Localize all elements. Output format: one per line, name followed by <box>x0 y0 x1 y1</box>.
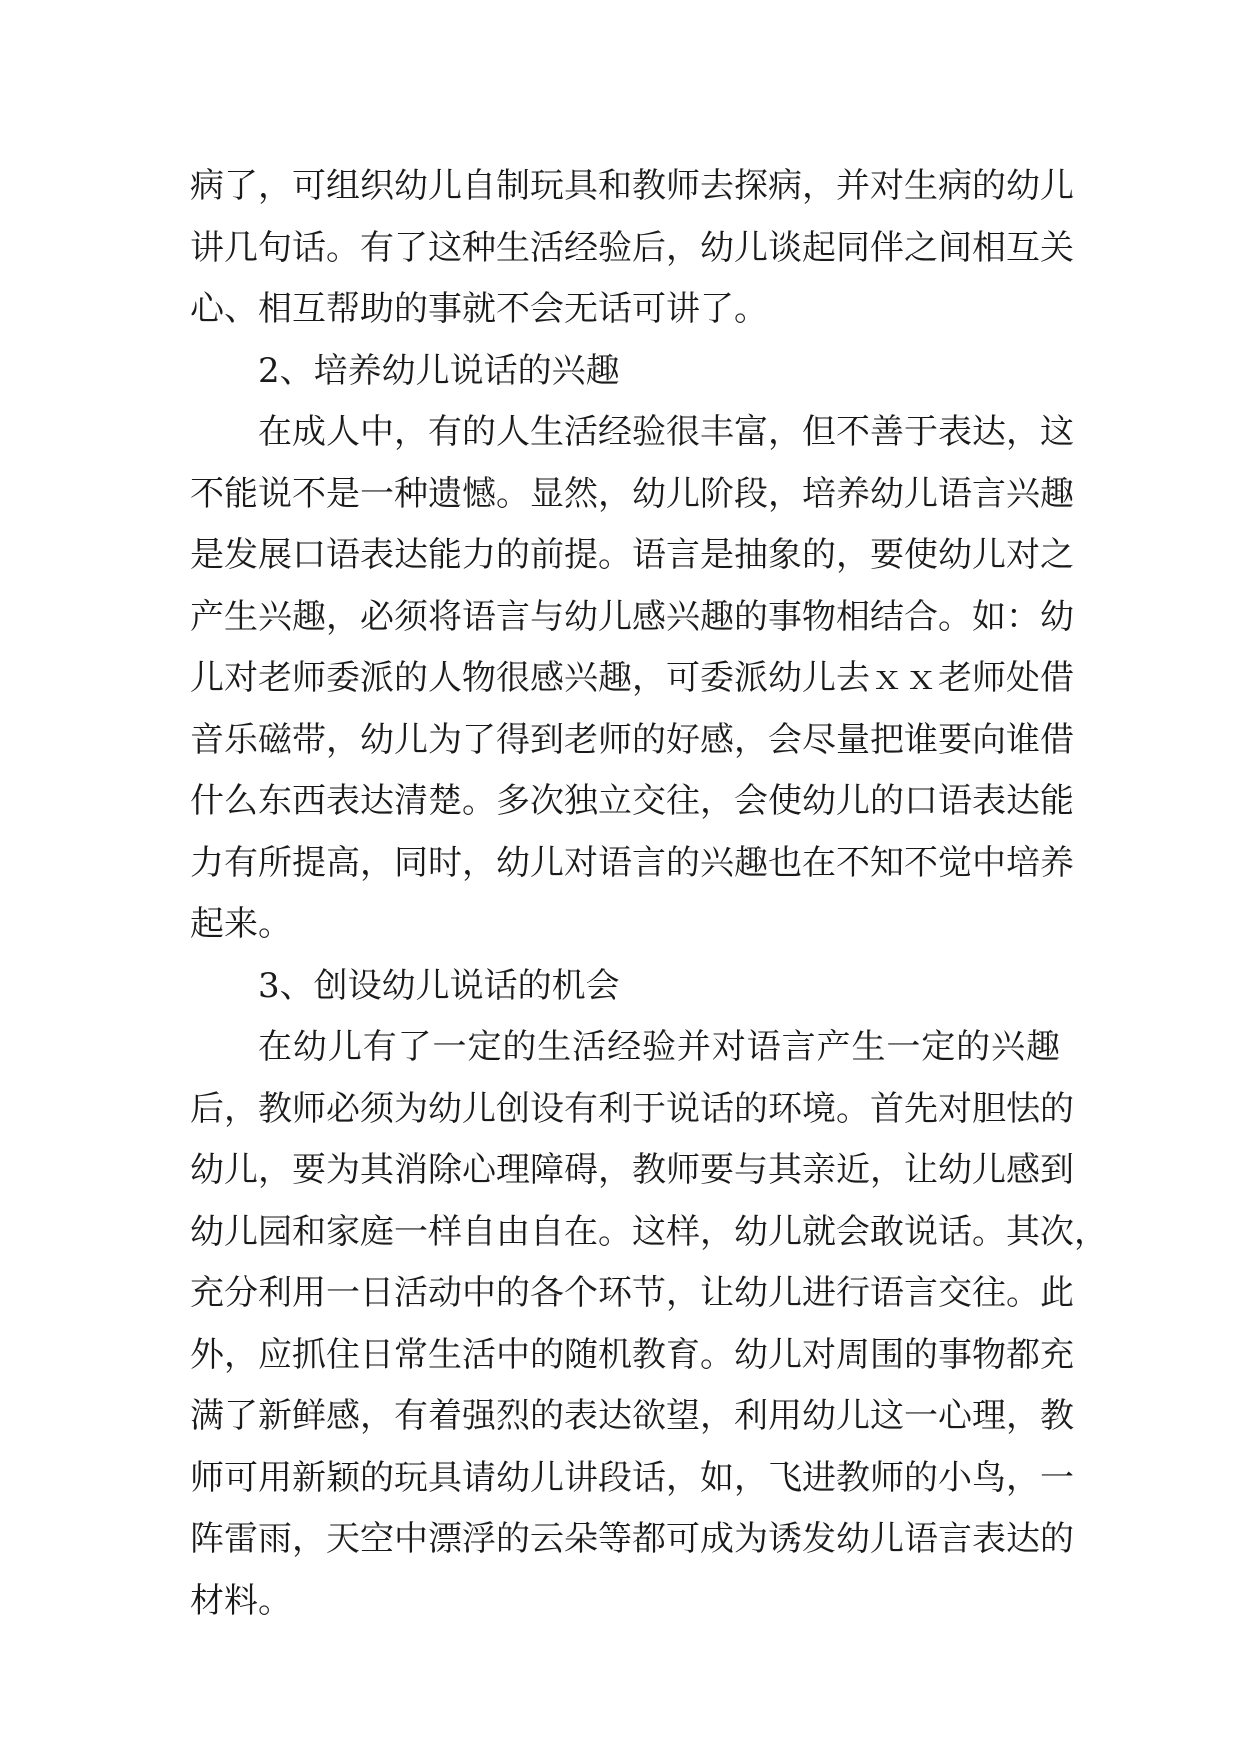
text-line: 不能说不是一种遗憾。显然，幼儿阶段，培养幼儿语言兴趣 <box>190 473 1074 514</box>
text-line: 产生兴趣，必须将语言与幼儿感兴趣的事物相结合。如：幼 <box>190 596 1074 637</box>
text-line: 心、相互帮助的事就不会无话可讲了。 <box>190 289 768 329</box>
document-body <box>190 156 1108 1632</box>
section-heading: 3、创设幼儿说话的机会 <box>258 965 620 1006</box>
text-line: 力有所提高，同时，幼儿对语言的兴趣也在不知不觉中培养 <box>190 842 1074 883</box>
text-line: 病了，可组织幼儿自制玩具和教师去探病，并对生病的幼儿 <box>190 166 1074 206</box>
text-line: 后，教师必须为幼儿创设有利于说话的环境。首先对胆怯的 <box>190 1088 1074 1129</box>
text-line: 音乐磁带，幼儿为了得到老师的好感，会尽量把谁要向谁借 <box>190 719 1074 760</box>
text-line: 材料。 <box>190 1580 292 1621</box>
text-line: 师可用新颖的玩具请幼儿讲段话，如，飞进教师的小鸟，一 <box>190 1457 1074 1498</box>
text-line: 在成人中，有的人生活经验很丰富，但不善于表达，这 <box>258 412 1074 452</box>
text-line: 充分利用一日活动中的各个环节，让幼儿进行语言交往。此 <box>190 1273 1074 1313</box>
text-line: 满了新鲜感，有着强烈的表达欲望，利用幼儿这一心理，教 <box>190 1396 1074 1436</box>
text-line: 儿对老师委派的人物很感兴趣，可委派幼儿去ｘｘ老师处借 <box>190 658 1074 698</box>
text-line: 起来。 <box>190 904 292 944</box>
text-line: 讲几句话。有了这种生活经验后，幼儿谈起同伴之间相互关 <box>190 227 1074 268</box>
text-line: 外，应抓住日常生活中的随机教育。幼儿对周围的事物都充 <box>190 1334 1074 1375</box>
text-line: 什么东西表达清楚。多次独立交往，会使幼儿的口语表达能 <box>190 781 1074 821</box>
text-line: 是发展口语表达能力的前提。语言是抽象的，要使幼儿对之 <box>190 535 1074 575</box>
text-line: 在幼儿有了一定的生活经验并对语言产生一定的兴趣 <box>258 1027 1060 1067</box>
section-heading: 2、培养幼儿说话的兴趣 <box>258 350 620 391</box>
text-line: 幼儿园和家庭一样自由自在。这样，幼儿就会敢说话。其次， <box>190 1211 1108 1252</box>
text-line: 幼儿，要为其消除心理障碍，教师要与其亲近，让幼儿感到 <box>190 1150 1074 1190</box>
text-line: 阵雷雨，天空中漂浮的云朵等都可成为诱发幼儿语言表达的 <box>190 1519 1074 1559</box>
